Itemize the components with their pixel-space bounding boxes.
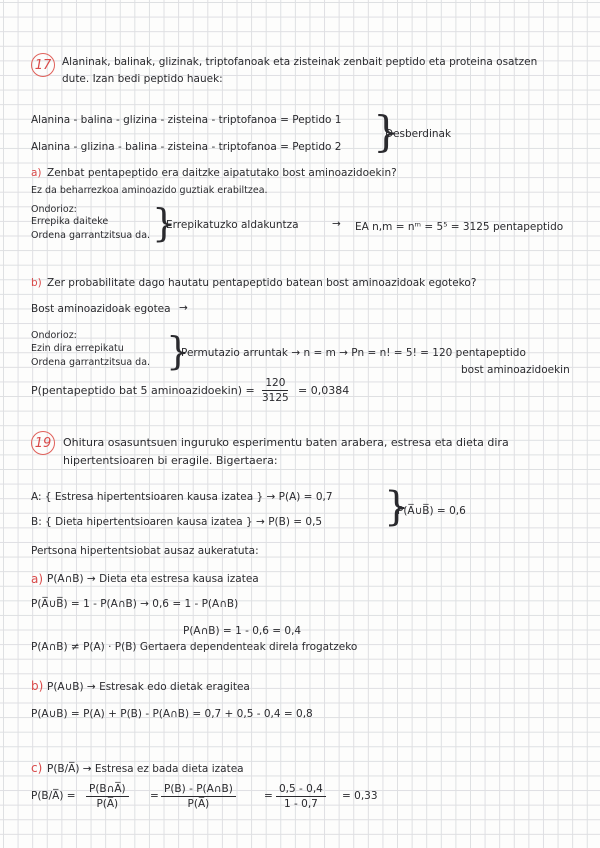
question-a-note: Ez da beharrezkoa aminoazido guztiak erabiltzea. (31, 185, 268, 196)
question-b-text: P(A∪B) → Estresak edo dietak eragitea (47, 681, 250, 693)
p17-intro-line2: dute. Izan bedi peptido hauek: (62, 73, 223, 85)
peptide-2: Alanina - glizina - balina - zisteina - triptofanoa = Peptido 2 (31, 141, 342, 153)
with-five-label: bost aminoazidoekin (461, 364, 570, 376)
question-a-text: P(A∩B) → Dieta eta estresa kausa izatea (47, 573, 259, 585)
conclusion-label: Ondorioz: (31, 330, 77, 341)
fraction-denominator: 1 - 0,7 (284, 798, 318, 810)
question-a-letter: a) (31, 167, 42, 179)
arrow-icon: → (179, 302, 188, 314)
question-a-text: Zenbat pentapeptido era daitzke aipatutako bost aminoazidoekin? (47, 167, 397, 179)
fraction-numerator: P(B∩A̅) (86, 783, 129, 797)
fraction-numerator: 0,5 - 0,4 (276, 783, 326, 797)
fraction-denominator: P(A̅) (96, 798, 119, 810)
probability-fraction (262, 377, 289, 405)
variation-type: Errepikatuzko aldakuntza (166, 219, 299, 231)
different-label: Desberdinak (385, 128, 452, 140)
equals-sign: = (264, 790, 273, 802)
fraction-denominator: P(A̅) (187, 798, 210, 810)
five-present-label: Bost aminoazidoak egotea (31, 303, 171, 315)
peptide-1: Alanina - balina - glizina - zisteina - triptofanoa = Peptido 1 (31, 114, 342, 126)
brace-right: } (373, 107, 400, 156)
probability-lhs: P(pentapeptido bat 5 aminoazidoekin) = (31, 384, 255, 397)
fraction-2 (161, 783, 236, 811)
c-result: = 0,33 (342, 790, 378, 802)
p17-intro-line1: Alaninak, balinak, glizinak, triptofanoak eta zisteinak zenbait peptido eta proteina osatzen (62, 56, 538, 68)
a-line-1: P(A̅∪B̅) = 1 - P(A∩B) → 0,6 = 1 - P(A∩B) (31, 598, 239, 610)
event-a: A: { Estresa hipertentsioaren kausa izatea } → P(A) = 0,7 (31, 491, 333, 503)
arrow-icon: → (332, 218, 341, 230)
fraction-1 (86, 783, 129, 811)
no-repetition: Ezin dira errepikatu (31, 343, 124, 354)
event-b: B: { Dieta hipertentsioaren kausa izatea } → P(B) = 0,5 (31, 516, 323, 528)
fraction-denominator: 3125 (262, 392, 289, 404)
problem-number-badge: 19 (31, 431, 55, 455)
question-c-text: P(B/A̅) → Estresa ez bada dieta izatea (47, 763, 244, 775)
question-b-letter: b) (31, 277, 42, 289)
fraction-numerator: 120 (262, 377, 288, 391)
fraction-numerator: P(B) - P(A∩B) (161, 783, 236, 797)
p19-intro-line1: Ohitura osasuntsuen inguruko esperimentu baten arabera, estresa eta dieta dira (63, 436, 509, 449)
brace-right: } (166, 329, 191, 373)
repetition-allowed: Errepika daiteke (31, 216, 109, 227)
complement-probability: P(A̅∪B̅) = 0,6 (397, 505, 466, 517)
permutation-formula: Permutazio arruntak → n = m → Pn = n! = 5! = 120 pentapeptido (181, 347, 526, 359)
probability-result: = 0,0384 (298, 384, 350, 397)
problem-number-badge: 17 (31, 53, 55, 77)
question-b-letter: b) (31, 679, 44, 693)
a-line-2: P(A∩B) = 1 - 0,6 = 0,4 (183, 625, 302, 637)
question-b-text: Zer probabilitate dago hautatu pentapeptido batean bost aminoazidoak egoteko? (47, 277, 477, 289)
b-line: P(A∪B) = P(A) + P(B) - P(A∩B) = 0,7 + 0,5 - 0,4 = 0,8 (31, 708, 313, 720)
c-lhs: P(B/A̅) = (31, 790, 76, 802)
formula-a: EA n,m = nᵐ = 5⁵ = 3125 pentapeptido (355, 221, 564, 233)
question-a-letter: a) (31, 572, 44, 586)
p19-intro-line2: hipertentsioaren bi eragile. Bigertaera: (63, 454, 278, 467)
brace-right: } (384, 484, 410, 530)
order-matters: Ordena garrantzitsua da. (31, 230, 151, 241)
question-c-letter: c) (31, 761, 43, 775)
order-matters: Ordena garrantzitsua da. (31, 357, 151, 368)
equals-sign: = (150, 790, 159, 802)
fraction-3 (276, 783, 326, 811)
random-person-label: Pertsona hipertentsiobat ausaz aukeratuta: (31, 545, 259, 557)
brace-right: } (152, 201, 177, 245)
a-line-3: P(A∩B) ≠ P(A) · P(B) Gertaera dependenteak direla frogatzeko (31, 641, 358, 653)
conclusion-label: Ondorioz: (31, 204, 77, 215)
